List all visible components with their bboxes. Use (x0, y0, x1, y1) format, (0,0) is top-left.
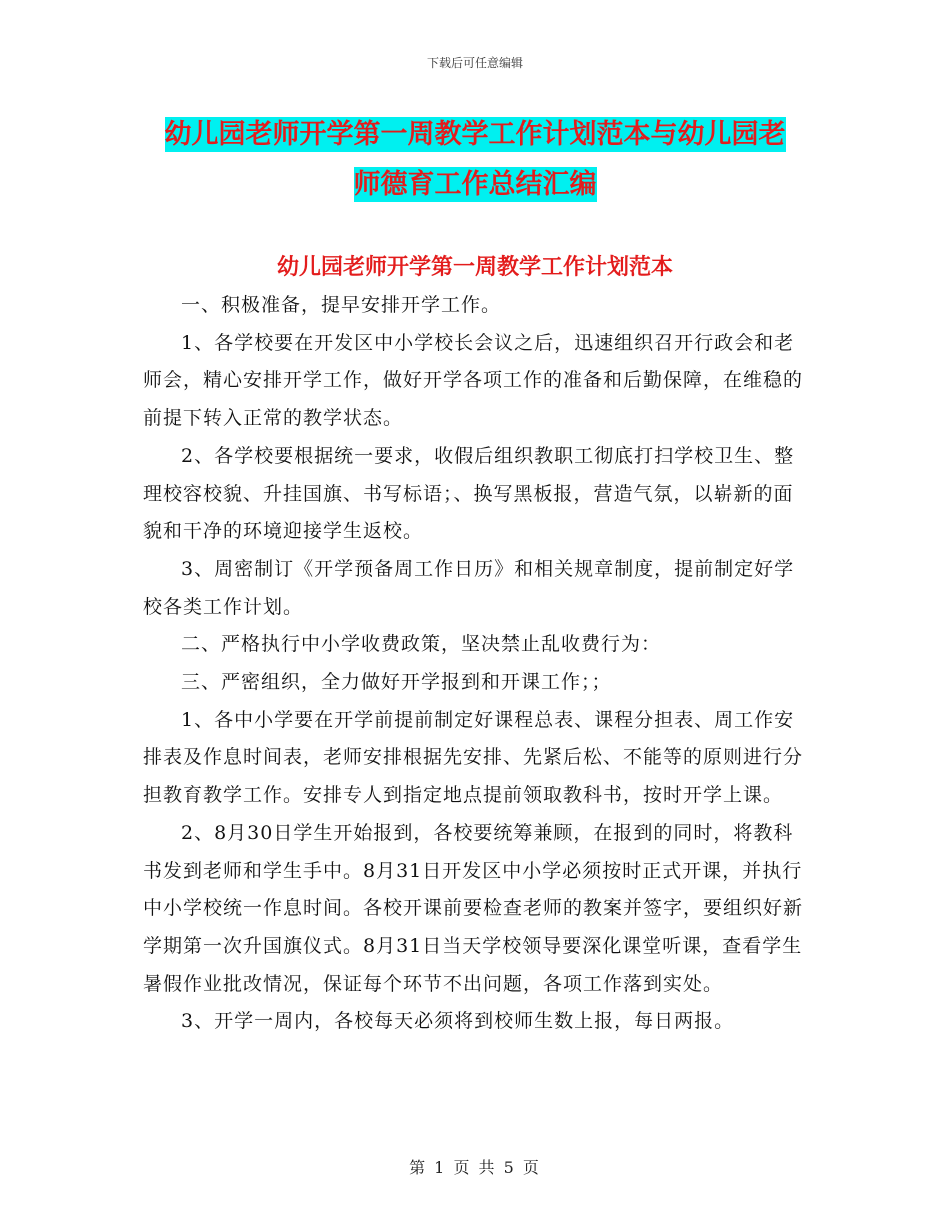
document-body (143, 287, 811, 1041)
paragraph: 1、各学校要在开发区中小学校长会议之后，迅速组织召开行政会和老师会，精心安排开学工作，做好开学各项工作的准备和后勤保障，在维稳的前提下转入正常的教学状态。 (143, 331, 804, 430)
paragraph: 二、严格执行中小学收费政策，坚决禁止乱收费行为： (181, 633, 662, 656)
paragraph: 3、开学一周内，各校每天必须将到校师生数上报，每日两报。 (181, 1010, 735, 1033)
paragraph: 3、周密制订《开学预备周工作日历》和相关规章制度，提前制定好学校各类工作计划。 (143, 557, 795, 618)
paragraph: 1、各中小学要在开学前提前制定好课程总表、课程分担表、周工作安排表及作息时间表，老师安排根据先安排、先紧后松、不能等的原则进行分担教育教学工作。安排专人到指定地点提前领取教科书，按时开学上课。 (143, 708, 804, 807)
header-note: 下载后可任意编辑 (426, 56, 523, 70)
paragraph: 2、8月30日学生开始报到，各校要统筹兼顾，在报到的同时，将教科书发到老师和学生手中。8月31日开发区中小学必须按时正式开课，并执行中小学校统一作息时间。各校开课前要检查老师的教案并签字，要组织好新学期第一次升国旗仪式。8月31日当天学校领导要深化课堂听课，查看学生暑假作业批改情况，保证每个环节不出问题，各项工作落到实处。 (143, 821, 804, 995)
page-number-footer: 第 1 页 共 5 页 (409, 1158, 541, 1177)
document-title (0, 110, 950, 210)
document-title-line-2: 师德育工作总结汇编 (353, 169, 597, 200)
paragraph: 2、各学校要根据统一要求，收假后组织教职工彻底打扫学校卫生、整理校容校貌、升挂国旗、书写标语；、换写黑板报，营造气氛，以崭新的面貌和干净的环境迎接学生返校。 (143, 444, 795, 543)
paragraph: 三、严密组织，全力做好开学报到和开课工作；； (181, 671, 612, 694)
section-title: 幼儿园老师开学第一周教学工作计划范本 (276, 255, 673, 280)
paragraph: 一、积极准备，提早安排开学工作。 (181, 294, 502, 316)
document-title-line-1: 幼儿园老师开学第一周教学工作计划范本与幼儿园老 (164, 119, 786, 150)
